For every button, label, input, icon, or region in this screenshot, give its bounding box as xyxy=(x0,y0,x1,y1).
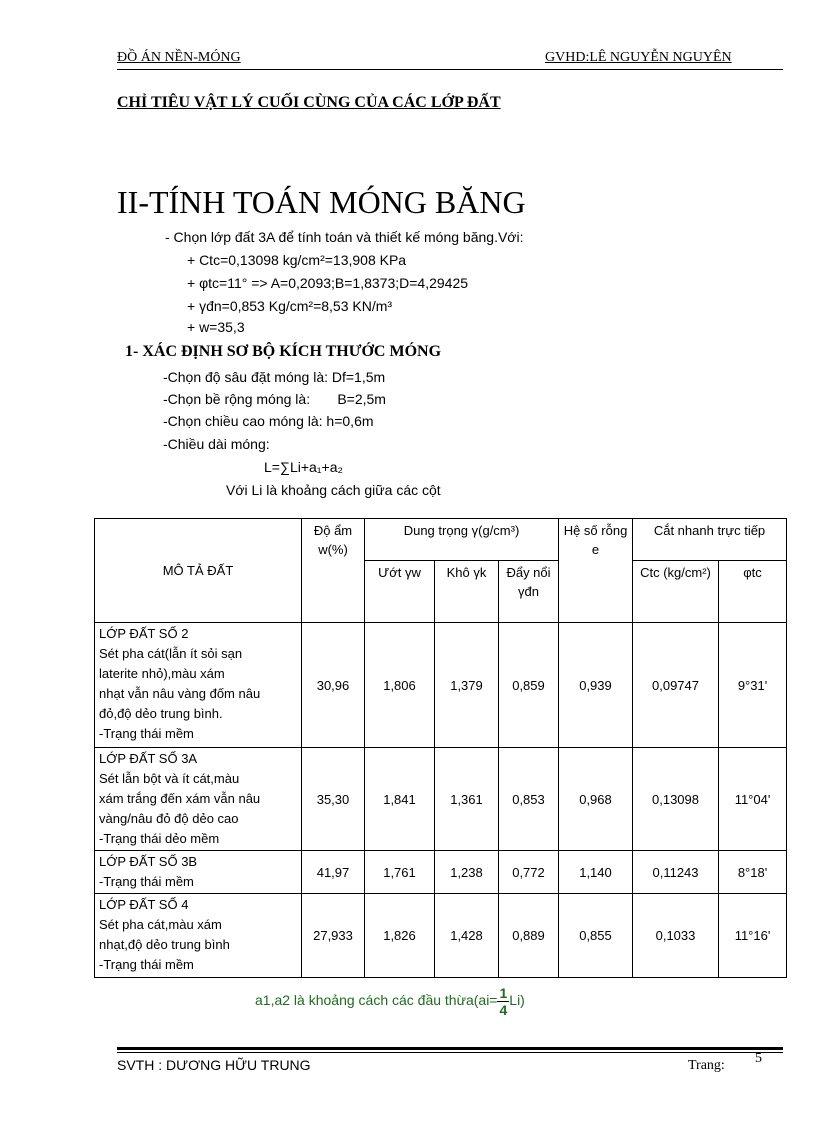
footer-rule-thick xyxy=(117,1047,783,1050)
cell-phi: 8°18' xyxy=(719,851,787,894)
cell-dry: 1,238 xyxy=(435,851,499,894)
soil-description xyxy=(95,894,302,978)
desc-line: -Trạng thái mềm xyxy=(99,726,194,741)
cell-phi: 9°31' xyxy=(719,623,787,748)
cell-buoyant: 0,772 xyxy=(499,851,559,894)
desc-line: laterite nhỏ),màu xám xyxy=(99,666,225,681)
header-desc: MÔ TẢ ĐẤT xyxy=(95,519,302,623)
cell-phi: 11°04' xyxy=(719,748,787,851)
cell-cohesion: 0,1033 xyxy=(633,894,719,978)
formula-note: Với Li là khoảng cách giữa các cột xyxy=(226,482,441,498)
table-row xyxy=(95,894,787,978)
footer-page-label: Trang: xyxy=(688,1058,725,1073)
cell-cohesion: 0,13098 xyxy=(633,748,719,851)
cell-wet: 1,761 xyxy=(365,851,435,894)
desc-line: -Trạng thái mềm xyxy=(99,874,194,889)
soil-description xyxy=(95,748,302,851)
header-void-ratio: Hệ số rỗng e xyxy=(559,519,633,623)
cell-wet: 1,826 xyxy=(365,894,435,978)
header-right: GVHD:LÊ NGUYỄN NGUYÊN xyxy=(545,50,732,65)
length-label: -Chiều dài móng: xyxy=(163,436,270,452)
desc-line: LỚP ĐẤT SỐ 2 xyxy=(99,626,189,641)
desc-line: nhạt,độ dẻo trung bình xyxy=(99,937,230,952)
end-length-note xyxy=(255,985,525,1018)
desc-line: vàng/nâu đỏ độ dẻo cao xyxy=(99,811,239,826)
subtitle: CHỈ TIÊU VẬT LÝ CUỐI CÙNG CỦA CÁC LỚP ĐẤT xyxy=(117,94,501,111)
cell-moisture: 27,933 xyxy=(302,894,365,978)
desc-line: nhạt vẫn nâu vàng đốm nâu xyxy=(99,686,261,701)
header-left: ĐỒ ÁN NỀN-MÓNG xyxy=(117,50,241,65)
desc-line: LỚP ĐẤT SỐ 3B xyxy=(99,854,198,869)
cell-wet: 1,806 xyxy=(365,623,435,748)
section-title: II-TÍNH TOÁN MÓNG BĂNG xyxy=(117,184,526,220)
header-dry: Khô γk xyxy=(435,561,499,623)
subsection-title: 1- XÁC ĐỊNH SƠ BỘ KÍCH THƯỚC MÓNG xyxy=(125,343,442,360)
fraction-numerator: 1 xyxy=(499,985,508,1001)
note-text: a1,a2 là khoảng cách các đầu thừa(ai= xyxy=(255,992,498,1009)
desc-line: -Trạng thái dẻo mềm xyxy=(99,831,220,846)
note-text-end: Li) xyxy=(509,992,525,1009)
header-rule xyxy=(117,69,783,70)
header-shear: Cắt nhanh trực tiếp xyxy=(633,519,787,561)
cell-moisture: 35,30 xyxy=(302,748,365,851)
cell-cohesion: 0,09747 xyxy=(633,623,719,748)
header-wet: Ướt γw xyxy=(365,561,435,623)
header-unit-weight: Dung trọng γ(g/cm³) xyxy=(365,519,559,561)
cell-void: 1,140 xyxy=(559,851,633,894)
cell-moisture: 41,97 xyxy=(302,851,365,894)
length-formula: L=∑Li+a₁+a₂ xyxy=(264,459,343,475)
cell-moisture: 30,96 xyxy=(302,623,365,748)
intro-line: + w=35,3 xyxy=(187,319,245,335)
quarter-fraction xyxy=(497,985,509,1018)
table-row xyxy=(95,748,787,851)
cell-cohesion: 0,11243 xyxy=(633,851,719,894)
cell-buoyant: 0,853 xyxy=(499,748,559,851)
desc-line: xám trắng đến xám vẫn nâu xyxy=(99,791,261,806)
cell-buoyant: 0,889 xyxy=(499,894,559,978)
cell-dry: 1,361 xyxy=(435,748,499,851)
cell-dry: 1,379 xyxy=(435,623,499,748)
footer-rule-thin xyxy=(117,1052,783,1053)
desc-line: đỏ,độ dẻo trung bình. xyxy=(99,706,223,721)
height-line: -Chọn chiều cao móng là: h=0,6m xyxy=(163,413,374,429)
soil-description xyxy=(95,623,302,748)
header-moisture: Độ ẩm w(%) xyxy=(302,519,365,623)
footer-student: SVTH : DƯƠNG HỮU TRUNG xyxy=(117,1057,311,1073)
desc-line: -Trạng thái mềm xyxy=(99,957,194,972)
desc-line: LỚP ĐẤT SỐ 3A xyxy=(99,751,198,766)
cell-void: 0,855 xyxy=(559,894,633,978)
table-row xyxy=(95,851,787,894)
cell-buoyant: 0,859 xyxy=(499,623,559,748)
cell-void: 0,939 xyxy=(559,623,633,748)
cell-dry: 1,428 xyxy=(435,894,499,978)
cell-phi: 11°16' xyxy=(719,894,787,978)
intro-line: - Chọn lớp đất 3A để tính toán và thiết kế móng băng.Với: xyxy=(165,229,524,245)
cell-void: 0,968 xyxy=(559,748,633,851)
depth-line: -Chọn độ sâu đặt móng là: Df=1,5m xyxy=(163,369,386,385)
desc-line: Sét pha cát,màu xám xyxy=(99,917,222,932)
intro-line: + φtc=11° => A=0,2093;B=1,8373;D=4,29425 xyxy=(187,275,469,291)
header-phi: φtc xyxy=(719,561,787,623)
soil-table xyxy=(94,518,787,978)
desc-line: Sét pha cát(lẫn ít sỏi sạn xyxy=(99,646,243,661)
table-row xyxy=(95,623,787,748)
soil-description xyxy=(95,851,302,894)
cell-wet: 1,841 xyxy=(365,748,435,851)
width-line: -Chọn bề rộng móng là: B=2,5m xyxy=(163,391,386,407)
desc-line: LỚP ĐẤT SỐ 4 xyxy=(99,897,189,912)
desc-line: Sét lẫn bột và ít cát,màu xyxy=(99,771,240,786)
header-buoyant: Đẩy nổi γđn xyxy=(499,561,559,623)
fraction-denominator: 4 xyxy=(499,1002,508,1018)
page-number: 5 xyxy=(755,1051,762,1066)
header-cohesion: Ctc (kg/cm²) xyxy=(633,561,719,623)
intro-line: + Ctc=0,13098 kg/cm²=13,908 KPa xyxy=(187,252,407,268)
intro-line: + γđn=0,853 Kg/cm²=8,53 KN/m³ xyxy=(187,298,393,314)
